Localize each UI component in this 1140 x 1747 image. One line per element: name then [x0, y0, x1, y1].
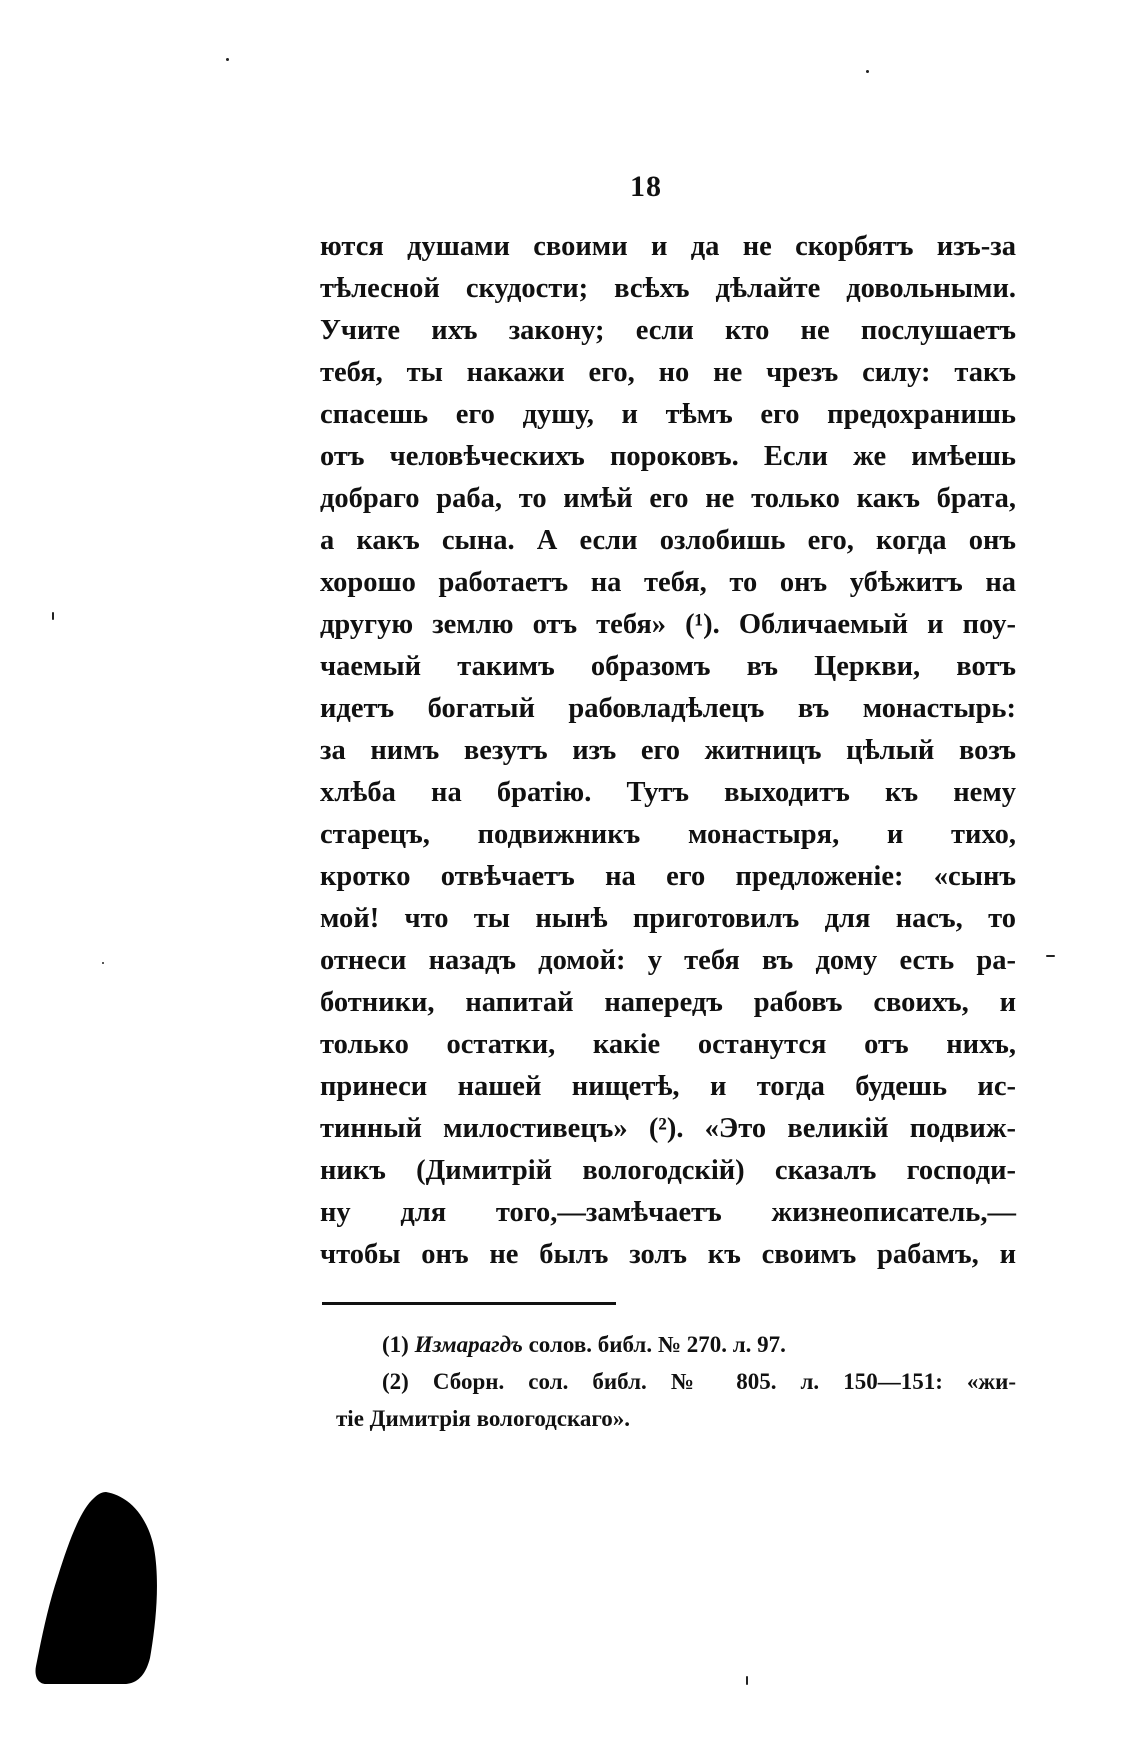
print-speck [102, 962, 104, 964]
text-line: отъ человѣческихъ пороковъ. Если же имѣешь [320, 441, 1016, 472]
text-line: ются душами своими и да не скорбятъ изъ-за [320, 231, 1016, 262]
text-line: Учите ихъ закону; если кто не послушаетъ [320, 315, 1016, 346]
text-line: а какъ сына. А если озлобишь его, когда онъ [320, 525, 1016, 556]
text-line: за нимъ везутъ изъ его житницъ цѣлый возъ [320, 735, 1016, 766]
text-line: тѣлесной скудости; всѣхъ дѣлайте довольными. [320, 273, 1016, 304]
text-line: чаемый такимъ образомъ въ Церкви, вотъ [320, 651, 1016, 682]
print-speck [52, 612, 54, 620]
footnote-2-line-1: (2) Сборн. сол. библ. № 805. л. 150—151: «жи- [382, 1369, 1016, 1394]
text-line: старецъ, подвижникъ монастыря, и тихо, [320, 819, 1016, 850]
footnote-divider [322, 1302, 616, 1305]
text-line: ну для того,—замѣчаетъ жизнеописатель,— [320, 1197, 1016, 1228]
print-speck [866, 70, 869, 73]
print-speck [1046, 955, 1055, 957]
text-line: идетъ богатый рабовладѣлецъ въ монастырь: [320, 693, 1016, 724]
footnote-1-reference: солов. библ. № 270. л. 97. [528, 1332, 786, 1357]
print-speck [226, 58, 229, 61]
text-line: тебя, ты накажи его, но не чрезъ силу: такъ [320, 357, 1016, 388]
text-line: тинный милостивецъ» (²). «Это великій подвиж- [320, 1113, 1016, 1144]
print-speck [746, 1676, 748, 1685]
text-line: ботники, напитай напередъ рабовъ своихъ, и [320, 987, 1016, 1018]
text-line: мой! что ты нынѣ приготовилъ для насъ, то [320, 903, 1016, 934]
footnote-1 [336, 1326, 1016, 1363]
footnote-1-title: Измарагдъ [414, 1332, 523, 1357]
text-line: кротко отвѣчаетъ на его предложеніе: «сынъ [320, 861, 1016, 892]
text-line: отнеси назадъ домой: у тебя въ дому есть ра- [320, 945, 1016, 976]
footnote-2-line-2: тіе Димитрія вологодскаго». [336, 1406, 631, 1431]
body-text [320, 226, 1016, 1276]
text-line: хлѣба на братію. Тутъ выходитъ къ нему [320, 777, 1016, 808]
text-line: принеси нашей нищетѣ, и тогда будешь ис- [320, 1071, 1016, 1102]
text-line: хорошо работаетъ на тебя, то онъ убѣжитъ на [320, 567, 1016, 598]
text-line: другую землю отъ тебя» (¹). Обличаемый и поу- [320, 609, 1016, 640]
footnotes [336, 1326, 1016, 1437]
text-line: добраго раба, то имѣй его не только какъ брата, [320, 483, 1016, 514]
ink-blot [34, 1490, 160, 1686]
text-line: спасешь его душу, и тѣмъ его предохранишь [320, 399, 1016, 430]
page-number: 18 [630, 170, 662, 203]
text-line: только остатки, какіе останутся отъ нихъ, [320, 1029, 1016, 1060]
text-line: чтобы онъ не былъ золъ къ своимъ рабамъ, и [320, 1239, 1016, 1270]
footnote-1-mark: (1) [382, 1332, 409, 1357]
text-line: никъ (Димитрій вологодскій) сказалъ господи- [320, 1155, 1016, 1186]
